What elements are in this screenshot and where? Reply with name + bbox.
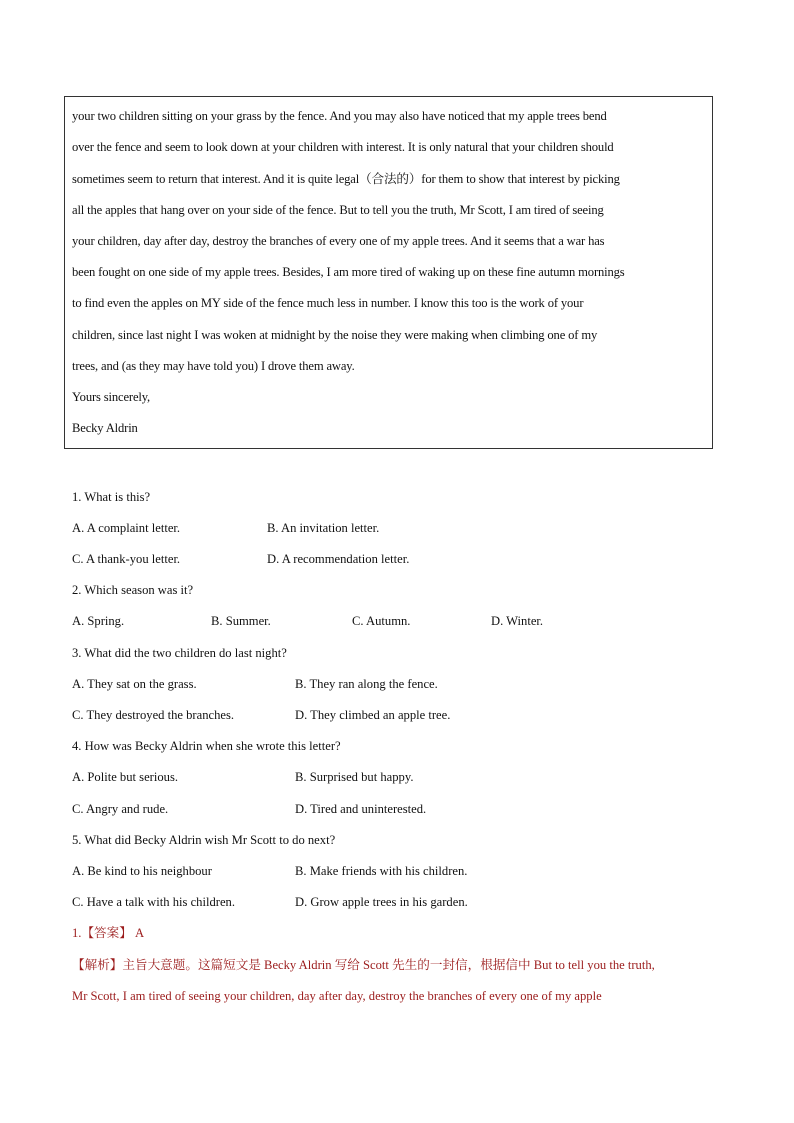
passage-line: been fought on one side of my apple trees. Besides, I am more tired of waking up on these fine autumn mornings (72, 265, 625, 279)
passage-line: sometimes seem to return that interest. And it is quite legal（合法的）for them to show that interest by picking (72, 172, 620, 186)
passage-line: your children, day after day, destroy the branches of every one of my apple trees. And it seems that a war has (72, 234, 605, 248)
option-c: C. They destroyed the branches. (72, 708, 235, 722)
question-stem: 4. How was Becky Aldrin when she wrote this letter? (72, 739, 341, 753)
option-a: A. Be kind to his neighbour (72, 864, 212, 878)
option-b: B. Make friends with his children. (295, 864, 468, 878)
option-b: B. They ran along the fence. (295, 677, 438, 691)
passage-line: all the apples that hang over on your side of the fence. But to tell you the truth, Mr Scott, I am tired of seeing (72, 203, 604, 217)
option-c: C. Angry and rude. (72, 802, 169, 816)
analysis-text: Mr Scott, I am tired of seeing your children, day after day, destroy the branches of every one of my apple (72, 989, 602, 1003)
option-c: C. A thank-you letter. (72, 552, 181, 566)
question-stem: 3. What did the two children do last night? (72, 646, 287, 660)
option-c: C. Autumn. (352, 614, 411, 628)
passage-line: children, since last night I was woken at midnight by the noise they were making when climbing one of my (72, 328, 598, 342)
passage-line: over the fence and seem to look down at your children with interest. It is only natural that your children should (72, 140, 614, 154)
option-a: A. They sat on the grass. (72, 677, 197, 691)
passage-line: your two children sitting on your grass by the fence. And you may also have noticed that my apple trees bend (72, 109, 607, 123)
option-d: D. Winter. (491, 614, 544, 628)
option-d: D. Tired and uninterested. (295, 802, 427, 816)
question-stem: 2. Which season was it? (72, 583, 194, 597)
option-b: B. Summer. (211, 614, 271, 628)
option-a: A. Spring. (72, 614, 125, 628)
option-b: B. An invitation letter. (267, 521, 380, 535)
letter-closing: Yours sincerely, (72, 390, 151, 404)
option-a: A. A complaint letter. (72, 521, 181, 535)
question-stem: 1. What is this? (72, 490, 151, 504)
option-c: C. Have a talk with his children. (72, 895, 235, 909)
letter-signature: Becky Aldrin (72, 421, 138, 435)
option-d: D. Grow apple trees in his garden. (295, 895, 468, 909)
passage-line: to find even the apples on MY side of the fence much less in number. I know this too is the work of your (72, 296, 584, 310)
option-d: D. A recommendation letter. (267, 552, 410, 566)
question-stem: 5. What did Becky Aldrin wish Mr Scott to do next? (72, 833, 336, 847)
passage-line: trees, and (as they may have told you) I drove them away. (72, 359, 355, 373)
answer-label: 1.【答案】 A (72, 926, 145, 940)
option-b: B. Surprised but happy. (295, 770, 414, 784)
option-a: A. Polite but serious. (72, 770, 178, 784)
option-d: D. They climbed an apple tree. (295, 708, 451, 722)
analysis-text: 【解析】主旨大意题。这篇短文是 Becky Aldrin 写给 Scott 先生的一封信，根据信中 But to tell you the truth, (72, 958, 655, 972)
